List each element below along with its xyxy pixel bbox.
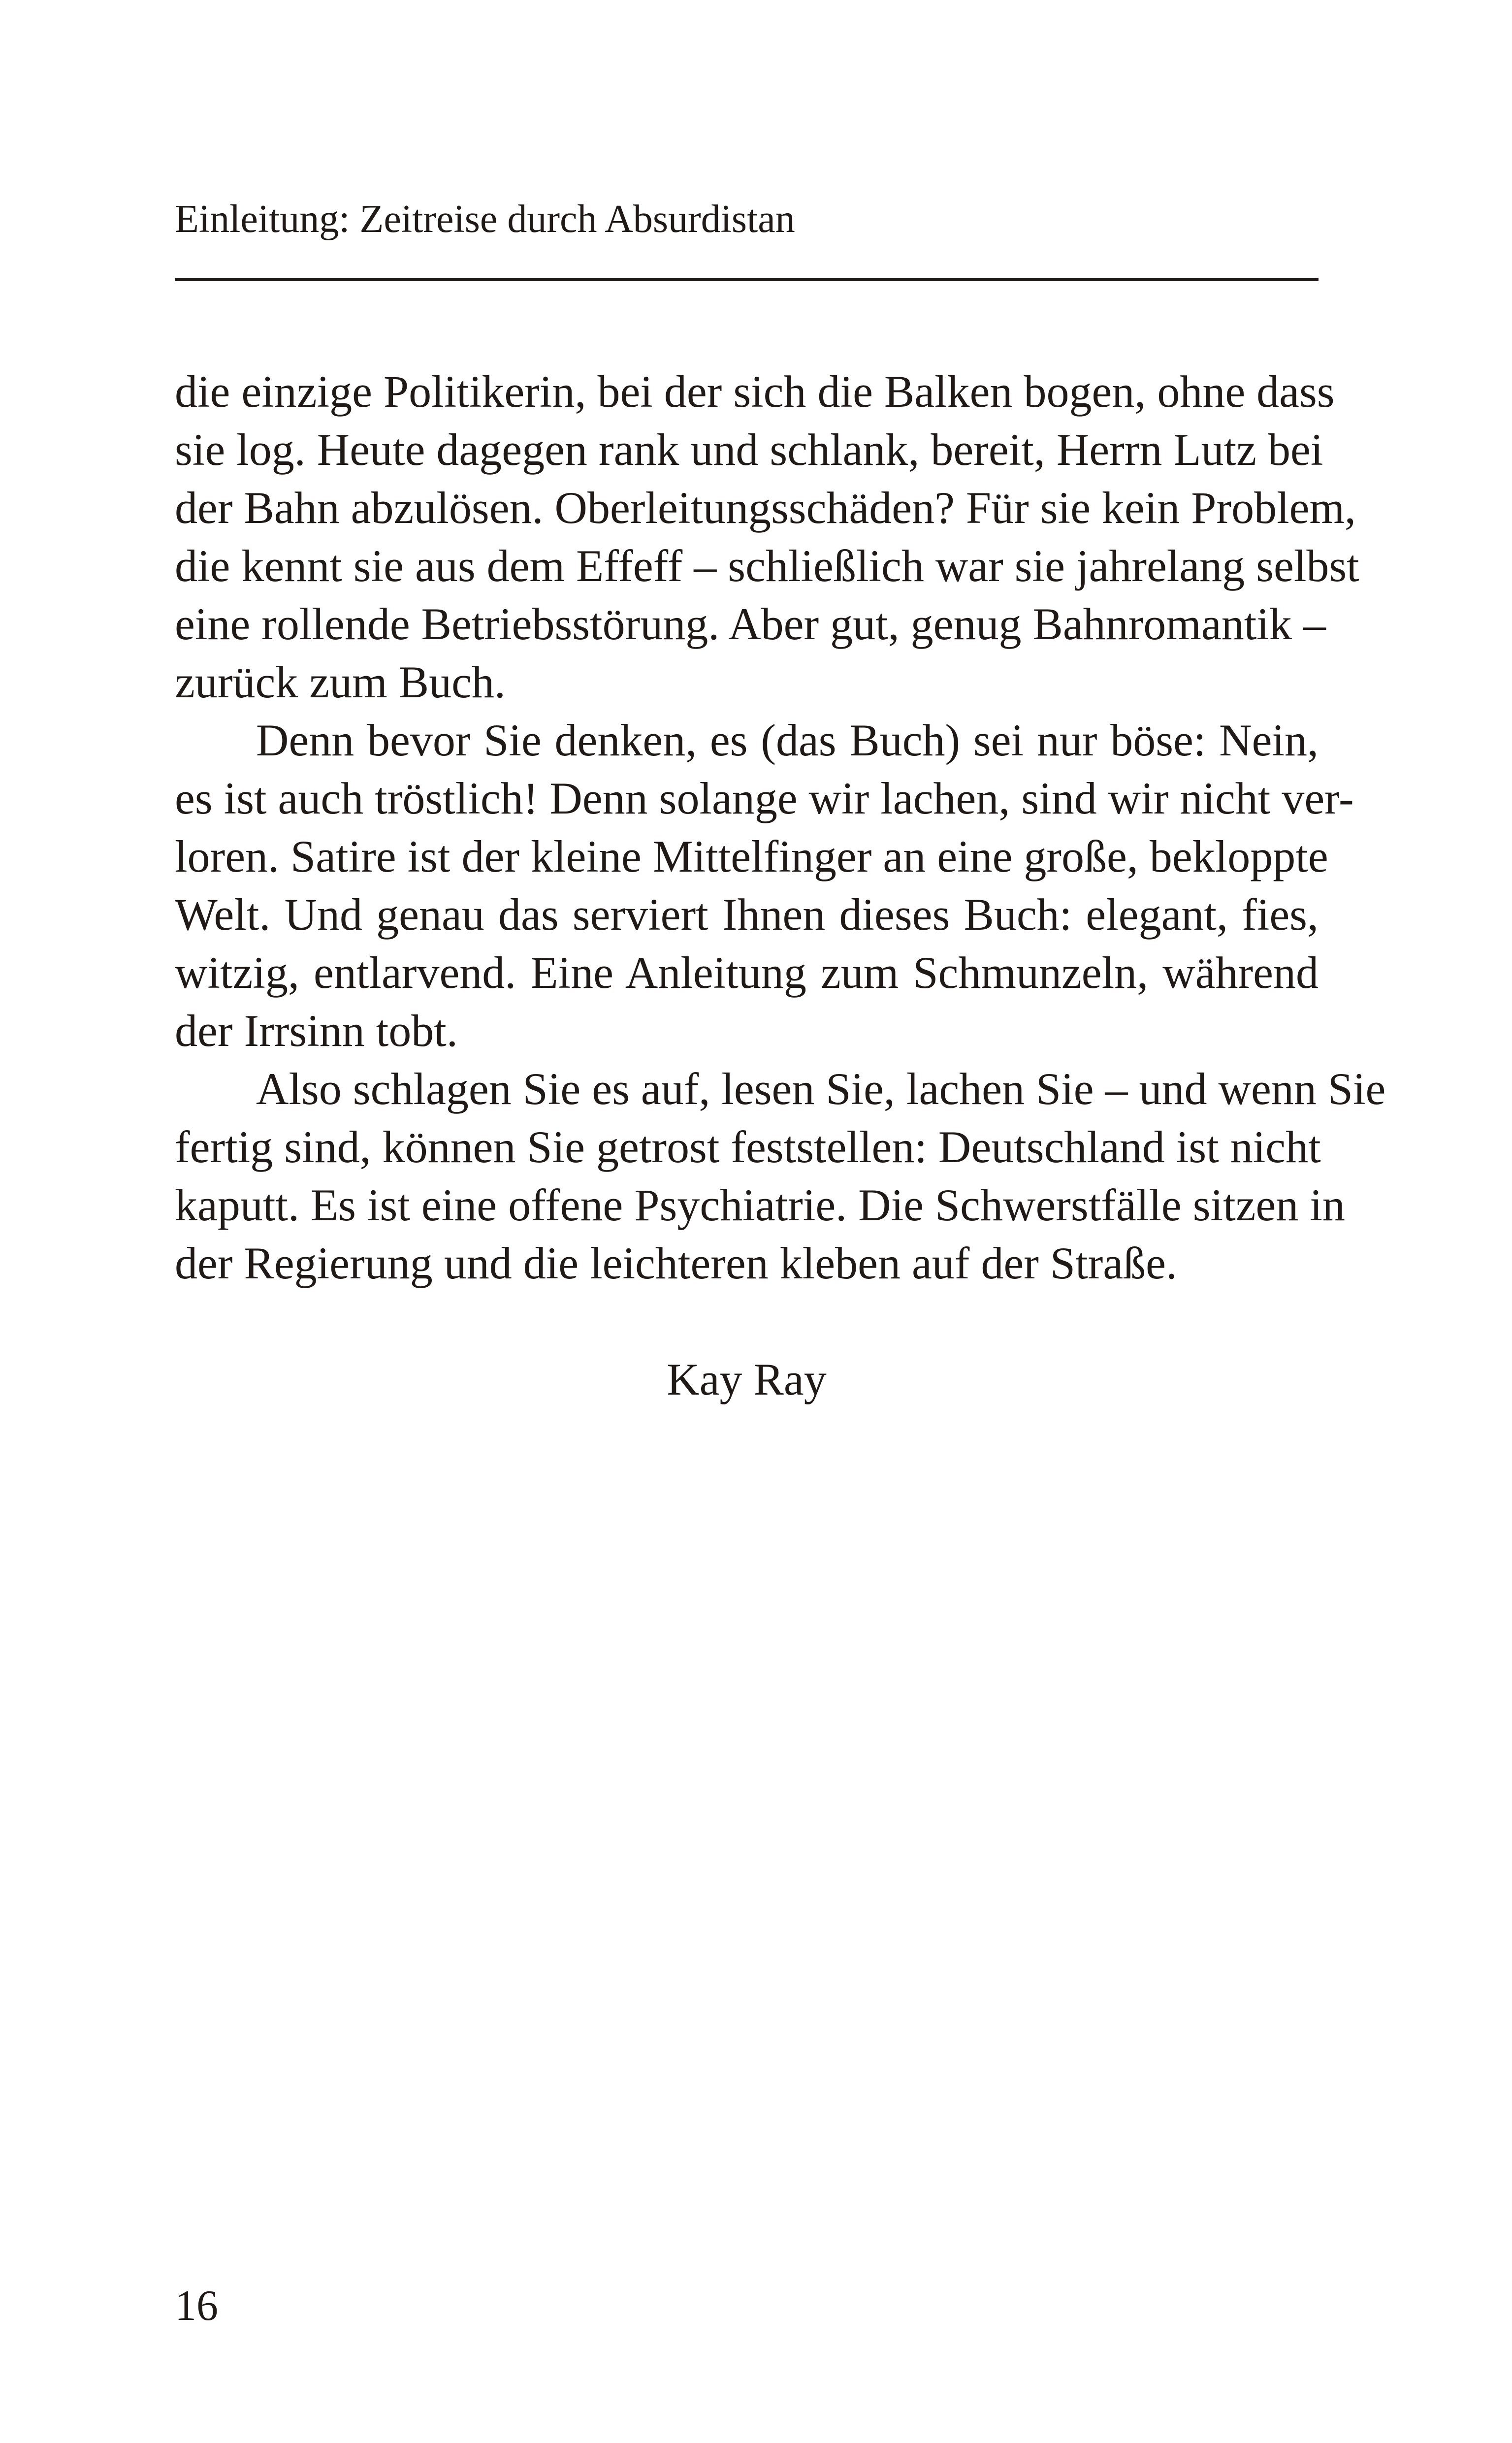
text-line: es ist auch tröstlich! Denn solange wir lachen, sind wir nicht ver-	[175, 773, 1354, 823]
text-line: fertig sind, können Sie getrost feststellen: Deutschland ist nicht	[175, 1122, 1321, 1172]
paragraph-3	[175, 1060, 1386, 1292]
body-text	[175, 362, 1386, 1292]
text-line: zurück zum Buch.	[175, 657, 506, 707]
author-signature: Kay Ray	[667, 1354, 827, 1404]
text-line: Denn bevor Sie denken, es (das Buch) sei nur böse: Nein,	[256, 715, 1319, 765]
text-line: der Irrsinn tobt.	[175, 1006, 458, 1056]
paragraph-2	[175, 711, 1354, 1060]
text-line: die kennt sie aus dem Effeff – schließlich war sie jahrelang selbst	[175, 541, 1359, 591]
text-line: witzig, entlarvend. Eine Anleitung zum Schmunzeln, während	[175, 947, 1319, 998]
text-line: der Regierung und die leichteren kleben auf der Straße.	[175, 1238, 1177, 1288]
running-head: Einleitung: Zeitreise durch Absurdistan	[175, 197, 795, 241]
text-line: sie log. Heute dagegen rank und schlank, bereit, Herrn Lutz bei	[175, 424, 1323, 475]
header-rule	[175, 278, 1319, 281]
text-line: Welt. Und genau das serviert Ihnen dieses Buch: elegant, fies,	[175, 889, 1319, 940]
text-line: der Bahn abzulösen. Oberleitungsschäden? Für sie kein Problem,	[175, 483, 1356, 533]
text-line: kaputt. Es ist eine offene Psychiatrie. Die Schwerstfälle sitzen in	[175, 1180, 1345, 1230]
text-line: die einzige Politikerin, bei der sich die Balken bogen, ohne dass	[175, 366, 1335, 417]
page-number: 16	[175, 2282, 218, 2330]
text-line: Also schlagen Sie es auf, lesen Sie, lachen Sie – und wenn Sie	[256, 1064, 1386, 1114]
text-line: loren. Satire ist der kleine Mittelfinger an eine große, bekloppte	[175, 831, 1328, 881]
paragraph-1	[175, 362, 1359, 711]
text-line: eine rollende Betriebsstörung. Aber gut, genug Bahnromantik –	[175, 599, 1326, 649]
